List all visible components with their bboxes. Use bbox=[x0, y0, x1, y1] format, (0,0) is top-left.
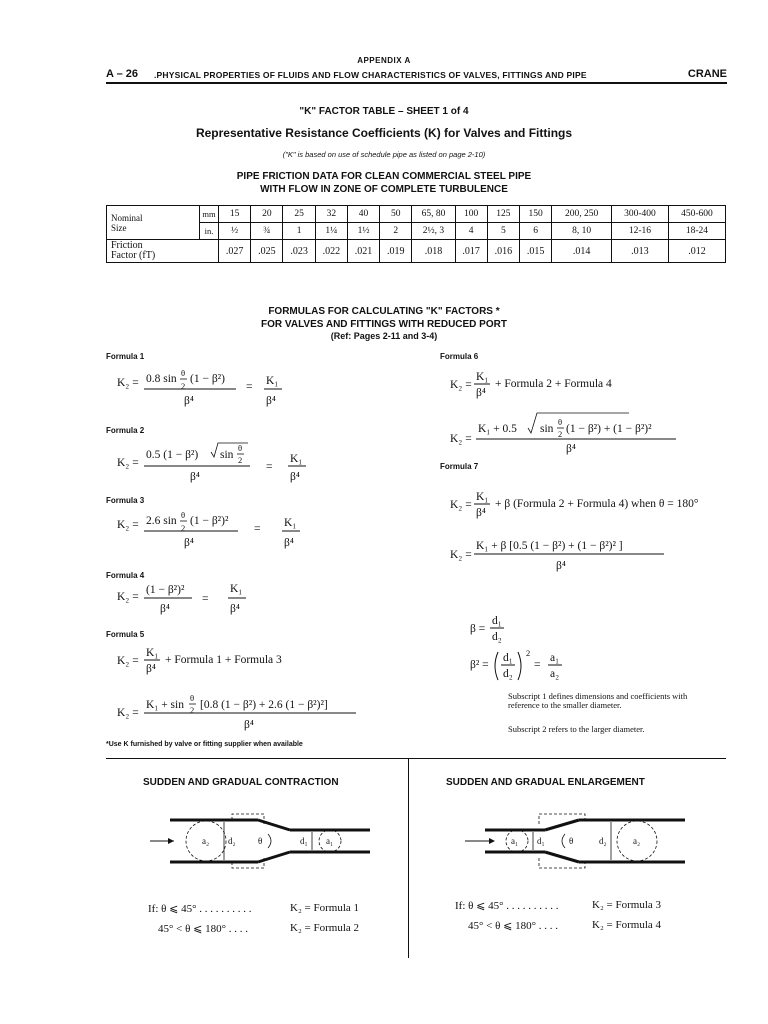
subscript-note-2: Subscript 2 refers to the larger diameter. bbox=[508, 724, 645, 734]
enlargement-result-1: K₂ = Formula 3 bbox=[592, 899, 662, 911]
table-cell: 8, 10 bbox=[552, 223, 612, 240]
svg-text:=: = bbox=[534, 659, 541, 671]
beta-definitions bbox=[470, 615, 562, 680]
svg-text:θ: θ bbox=[181, 510, 186, 520]
appendix-label: APPENDIX A bbox=[357, 56, 411, 65]
table-cell: .025 bbox=[251, 240, 283, 263]
formula-3-label: Formula 3 bbox=[106, 496, 145, 505]
svg-text:2: 2 bbox=[526, 648, 531, 658]
svg-text:θ: θ bbox=[258, 836, 263, 846]
table-cell: 50 bbox=[380, 206, 412, 223]
table-cell: 4 bbox=[455, 223, 487, 240]
formula-2-label: Formula 2 bbox=[106, 426, 145, 435]
table-cell: 5 bbox=[487, 223, 519, 240]
svg-text:a₂: a₂ bbox=[202, 836, 210, 846]
svg-text:d₂: d₂ bbox=[503, 668, 513, 680]
table-cell: 200, 250 bbox=[552, 206, 612, 223]
pipe-title-line-1: PIPE FRICTION DATA FOR CLEAN COMMERCIAL STEEL PIPE bbox=[236, 171, 532, 182]
main-title: Representative Resistance Coefficients (K) for Valves and Fittings bbox=[195, 126, 573, 140]
svg-text:0.5 (1 − β²): 0.5 (1 − β²) bbox=[146, 449, 199, 461]
schedule-note: ("K" is based on use of schedule pipe as listed on page 2-10) bbox=[282, 150, 486, 159]
table-cell: .014 bbox=[552, 240, 612, 263]
table-cell: 2 bbox=[380, 223, 412, 240]
svg-text:d₁: d₁ bbox=[537, 836, 545, 846]
svg-text:(1 − β²)²: (1 − β²)² bbox=[190, 515, 229, 527]
table-cell: 65, 80 bbox=[412, 206, 455, 223]
formula-1-label: Formula 1 bbox=[106, 352, 145, 361]
svg-text:d₁: d₁ bbox=[492, 615, 502, 627]
table-cell: .027 bbox=[219, 240, 251, 263]
svg-text:β⁴: β⁴ bbox=[160, 603, 170, 615]
contraction-title: SUDDEN AND GRADUAL CONTRACTION bbox=[143, 777, 339, 788]
svg-text:d₁: d₁ bbox=[503, 652, 513, 664]
svg-text:β⁴: β⁴ bbox=[566, 443, 576, 455]
svg-text:2: 2 bbox=[238, 455, 243, 465]
svg-text:θ: θ bbox=[181, 368, 186, 378]
contraction-result-2: K₂ = Formula 2 bbox=[290, 922, 360, 934]
svg-text:K₁: K₁ bbox=[146, 647, 159, 659]
nominal-label-2: Size bbox=[111, 222, 127, 233]
table-cell: 100 bbox=[455, 206, 487, 223]
svg-text:K₂ =: K₂ = bbox=[450, 549, 472, 561]
svg-text:2: 2 bbox=[558, 429, 563, 439]
sheet-title: "K" FACTOR TABLE – SHEET 1 of 4 bbox=[299, 106, 469, 117]
svg-text:K₂ =: K₂ = bbox=[117, 591, 139, 603]
friction-label-2: Factor (fT) bbox=[111, 250, 156, 261]
svg-text:β² =: β² = bbox=[470, 659, 489, 671]
svg-text:K₂ =: K₂ = bbox=[117, 707, 139, 719]
table-cell: 2½, 3 bbox=[412, 223, 455, 240]
enlargement-condition-2: 45° < θ ⩽ 180° . . . . bbox=[468, 920, 558, 932]
section-divider bbox=[106, 758, 726, 759]
svg-text:K₁: K₁ bbox=[284, 517, 297, 529]
header-title: .PHYSICAL PROPERTIES OF FLUIDS AND FLOW CHARACTERISTICS OF VALVES, FITTINGS AND PIPE bbox=[154, 70, 587, 80]
contraction-diagram bbox=[140, 808, 380, 878]
svg-text:=: = bbox=[254, 523, 261, 535]
svg-text:K₁: K₁ bbox=[266, 375, 279, 387]
footnote: *Use K furnished by valve or fitting supplier when available bbox=[106, 741, 303, 748]
svg-text:[0.8 (1 − β²) + 2.6 (1 − β²)²]: [0.8 (1 − β²) + 2.6 (1 − β²)²] bbox=[200, 699, 328, 711]
svg-text:a₁: a₁ bbox=[550, 652, 560, 664]
svg-text:(1 − β²)²: (1 − β²)² bbox=[146, 584, 185, 596]
table-cell: .019 bbox=[380, 240, 412, 263]
svg-text:sin: sin bbox=[220, 449, 234, 461]
svg-text:0.8 sin: 0.8 sin bbox=[146, 373, 177, 385]
table-cell: 12-16 bbox=[611, 223, 668, 240]
svg-text:β⁴: β⁴ bbox=[184, 537, 194, 549]
svg-text:(1 − β²): (1 − β²) bbox=[190, 373, 225, 385]
svg-text:a₂: a₂ bbox=[633, 836, 641, 846]
svg-text:K₁: K₁ bbox=[476, 491, 489, 503]
svg-text:K₂ =: K₂ = bbox=[450, 379, 472, 391]
pipe-title-line-2: WITH FLOW IN ZONE OF COMPLETE TURBULENCE bbox=[260, 184, 508, 195]
table-cell: 15 bbox=[219, 206, 251, 223]
svg-text:θ: θ bbox=[558, 417, 563, 427]
svg-text:2: 2 bbox=[181, 523, 186, 533]
table-cell: ½ bbox=[219, 223, 251, 240]
formula-2 bbox=[117, 443, 306, 483]
svg-text:d₁: d₁ bbox=[300, 836, 308, 846]
unit-in: in. bbox=[200, 223, 219, 240]
contraction-result-1: K₂ = Formula 1 bbox=[290, 902, 360, 914]
svg-text:K₂ =: K₂ = bbox=[117, 519, 139, 531]
svg-text:K₁ + β [0.5 (1 − β²) + (1 − β: K₁ + β [0.5 (1 − β²) + (1 − β²)² ] bbox=[476, 540, 623, 552]
formula-7-tail: + β (Formula 2 + Formula 4) when θ = 180° bbox=[495, 498, 699, 510]
svg-text:K₁ + sin: K₁ + sin bbox=[146, 699, 184, 711]
svg-text:K₂ =: K₂ = bbox=[450, 499, 472, 511]
table-cell: 1¼ bbox=[315, 223, 347, 240]
svg-text:β⁴: β⁴ bbox=[290, 471, 300, 483]
contraction-condition-1: If: θ ⩽ 45° . . . . . . . . . . bbox=[148, 903, 252, 915]
svg-text:K₁: K₁ bbox=[290, 453, 303, 465]
contraction-condition-2: 45° < θ ⩽ 180° . . . . bbox=[158, 923, 248, 935]
svg-text:2: 2 bbox=[181, 381, 186, 391]
svg-text:K₂ =: K₂ = bbox=[450, 433, 472, 445]
enlargement-title: SUDDEN AND GRADUAL ENLARGEMENT bbox=[446, 777, 645, 788]
enlargement-condition-1: If: θ ⩽ 45° . . . . . . . . . . bbox=[455, 900, 559, 912]
svg-text:d₂: d₂ bbox=[599, 836, 607, 846]
svg-text:β⁴: β⁴ bbox=[266, 395, 276, 407]
svg-text:d₂: d₂ bbox=[228, 836, 236, 846]
formulas-title-line-1: FORMULAS FOR CALCULATING "K" FACTORS * bbox=[268, 306, 500, 317]
table-cell: 300-400 bbox=[611, 206, 668, 223]
table-cell: .016 bbox=[487, 240, 519, 263]
svg-text:2: 2 bbox=[190, 705, 195, 715]
formula-6-tail: + Formula 2 + Formula 4 bbox=[495, 378, 612, 390]
table-cell: 150 bbox=[520, 206, 552, 223]
svg-text:β⁴: β⁴ bbox=[284, 537, 294, 549]
svg-text:θ: θ bbox=[190, 693, 195, 703]
table-cell: 18-24 bbox=[668, 223, 725, 240]
svg-text:β⁴: β⁴ bbox=[476, 387, 486, 399]
svg-text:a₁: a₁ bbox=[326, 836, 334, 846]
svg-text:β⁴: β⁴ bbox=[556, 560, 566, 572]
svg-text:K₂ =: K₂ = bbox=[117, 655, 139, 667]
table-cell: .017 bbox=[455, 240, 487, 263]
table-cell: 125 bbox=[487, 206, 519, 223]
svg-text:β⁴: β⁴ bbox=[190, 471, 200, 483]
formula-6-label: Formula 6 bbox=[440, 352, 479, 361]
svg-text:K₁: K₁ bbox=[476, 371, 489, 383]
table-cell: .023 bbox=[283, 240, 315, 263]
svg-text:β⁴: β⁴ bbox=[230, 603, 240, 615]
table-cell: 32 bbox=[315, 206, 347, 223]
column-divider bbox=[408, 758, 409, 958]
table-cell: .012 bbox=[668, 240, 725, 263]
svg-text:a₁: a₁ bbox=[511, 836, 519, 846]
svg-text:β =: β = bbox=[470, 623, 486, 635]
svg-text:K₁: K₁ bbox=[230, 583, 243, 595]
nominal-label-1: Nominal bbox=[111, 212, 143, 223]
table-cell: .015 bbox=[520, 240, 552, 263]
subscript-note-1: Subscript 1 defines dimensions and coefficients with reference to the smaller diameter. bbox=[508, 691, 688, 710]
formula-5-tail: + Formula 1 + Formula 3 bbox=[165, 654, 282, 666]
svg-text:=: = bbox=[202, 593, 209, 605]
table-cell: 450-600 bbox=[668, 206, 725, 223]
svg-text:2.6 sin: 2.6 sin bbox=[146, 515, 177, 527]
svg-text:=: = bbox=[266, 461, 273, 473]
brand-name: CRANE bbox=[687, 68, 727, 80]
table-cell: 40 bbox=[347, 206, 379, 223]
formula-3 bbox=[117, 510, 300, 549]
svg-text:K₂ =: K₂ = bbox=[117, 457, 139, 469]
table-cell: 6 bbox=[520, 223, 552, 240]
svg-text:β⁴: β⁴ bbox=[244, 719, 254, 731]
svg-text:K₁ + 0.5: K₁ + 0.5 bbox=[478, 423, 517, 435]
unit-mm: mm bbox=[200, 206, 219, 223]
formulas-reference: (Ref: Pages 2-11 and 3-4) bbox=[330, 331, 438, 341]
table-cell: 1 bbox=[283, 223, 315, 240]
table-cell: 1½ bbox=[347, 223, 379, 240]
table-cell: .021 bbox=[347, 240, 379, 263]
enlargement-result-2: K₂ = Formula 4 bbox=[592, 919, 662, 931]
table-cell: .022 bbox=[315, 240, 347, 263]
svg-text:a₂: a₂ bbox=[550, 668, 560, 680]
formula-7-label: Formula 7 bbox=[440, 462, 479, 471]
table-cell: .018 bbox=[412, 240, 455, 263]
svg-text:β⁴: β⁴ bbox=[184, 395, 194, 407]
svg-text:θ: θ bbox=[569, 836, 574, 846]
table-cell: ¾ bbox=[251, 223, 283, 240]
svg-text:β⁴: β⁴ bbox=[476, 507, 486, 519]
enlargement-diagram bbox=[455, 808, 695, 878]
svg-text:θ: θ bbox=[238, 443, 243, 453]
table-cell: 25 bbox=[283, 206, 315, 223]
svg-text:(1 − β²) + (1 − β²)²: (1 − β²) + (1 − β²)² bbox=[566, 423, 652, 435]
formulas-title-line-2: FOR VALVES AND FITTINGS WITH REDUCED PORT bbox=[261, 319, 507, 330]
formula-5-label: Formula 5 bbox=[106, 630, 145, 639]
svg-text:β⁴: β⁴ bbox=[146, 663, 156, 675]
formula-4 bbox=[117, 583, 246, 615]
table-cell: 20 bbox=[251, 206, 283, 223]
friction-label-1: Friction bbox=[111, 240, 143, 251]
formula-1 bbox=[117, 368, 282, 407]
svg-text:d₂: d₂ bbox=[492, 631, 502, 643]
svg-text:=: = bbox=[246, 381, 253, 393]
formula-4-label: Formula 4 bbox=[106, 571, 145, 580]
page-number: A – 26 bbox=[106, 68, 139, 80]
svg-text:sin: sin bbox=[540, 423, 554, 435]
svg-text:K₂ =: K₂ = bbox=[117, 377, 139, 389]
table-cell: .013 bbox=[611, 240, 668, 263]
